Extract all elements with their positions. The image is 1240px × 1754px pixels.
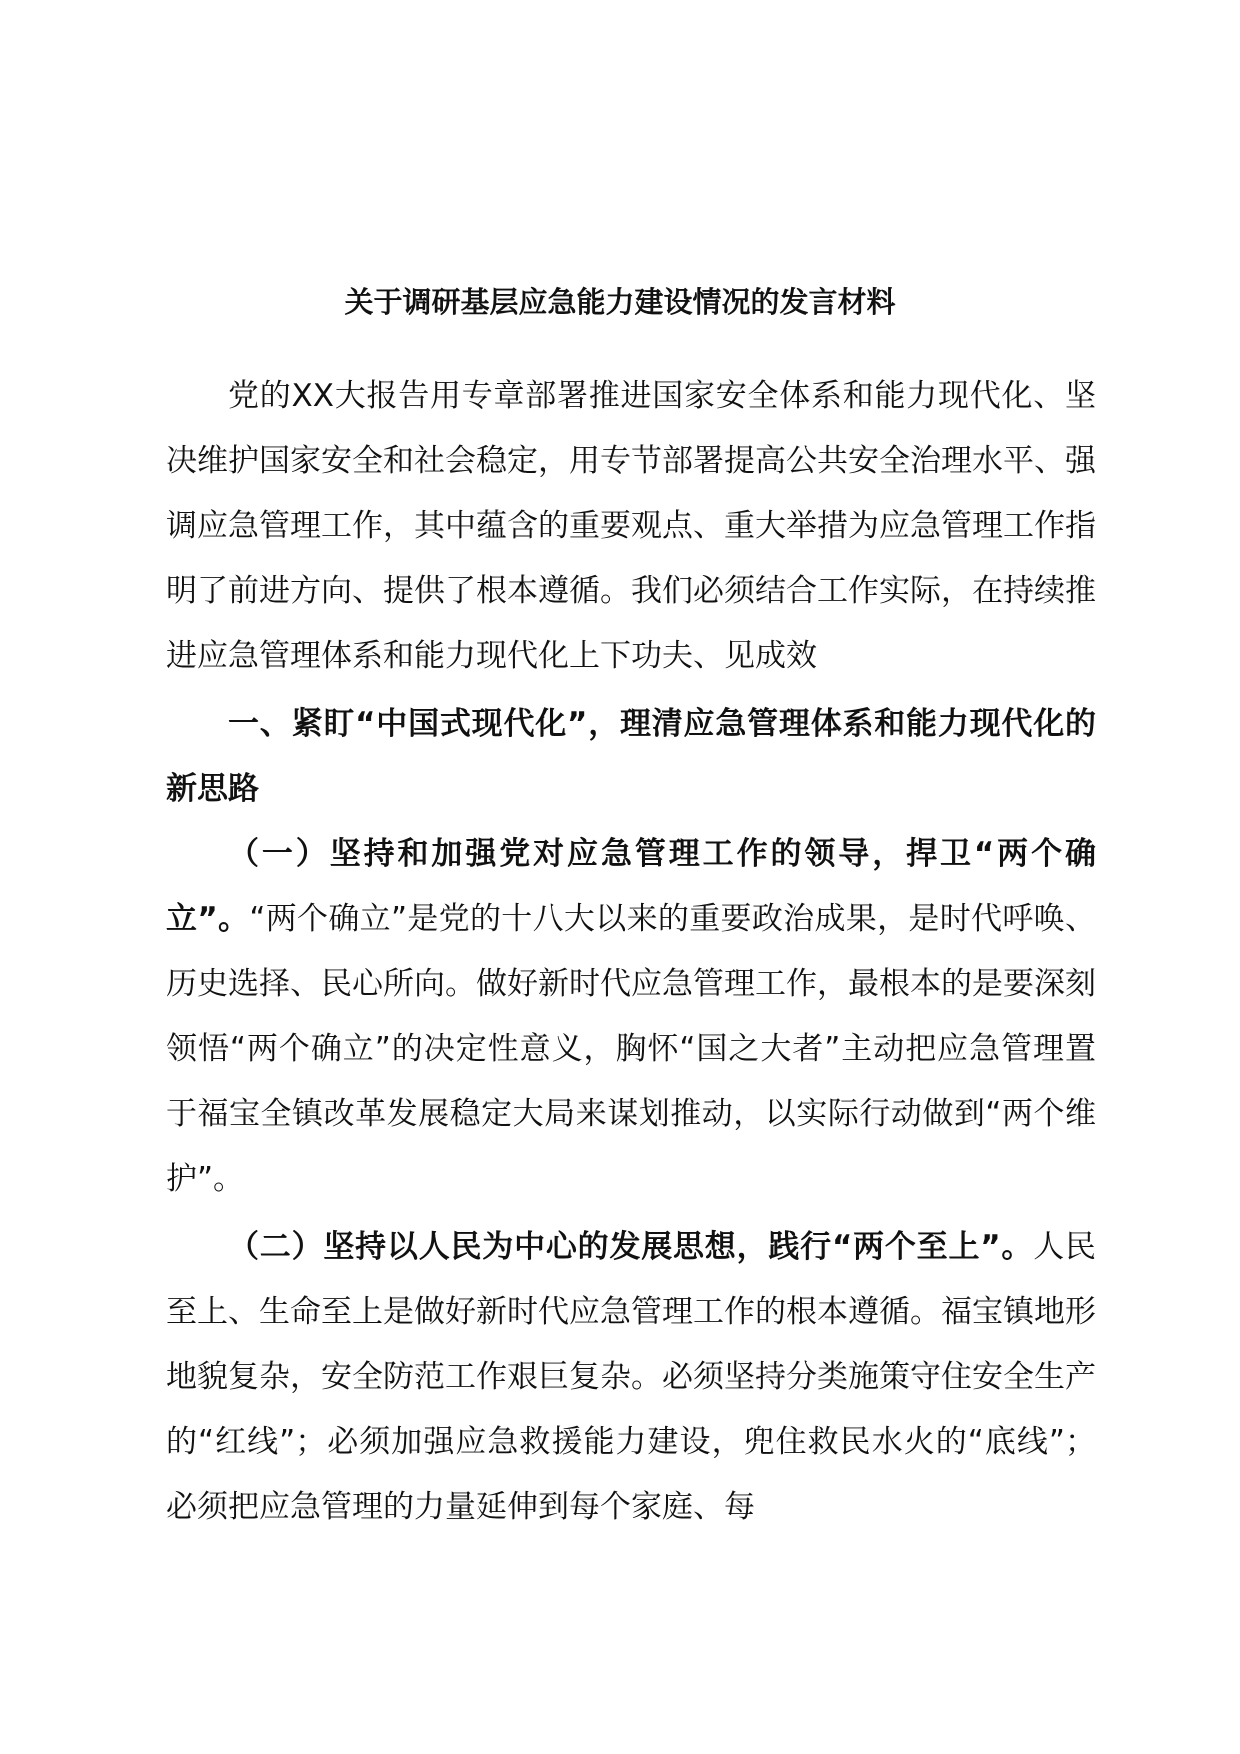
subsection-2-text: 人民至上、生命至上是做好新时代应急管理工作的根本遵循。福宝镇地形地貌复杂，安全防范工作艰巨复杂。必须坚持分类施策守住安全生产的“红线”；必须加强应急救援能力建设，兜住救民水火的“底线”；必须把应急管理的力量延伸到每个家庭、每 bbox=[166, 1229, 1097, 1525]
section-heading-1: 一、紧盯“中国式现代化”，理清应急管理体系和能力现代化的新思路 bbox=[166, 706, 1096, 807]
intro-paragraph: 党的XX大报告用专章部署推进国家安全体系和能力现代化、坚决维护国家安全和社会稳定，用专节部署提高公共安全治理水平、强调应急管理工作，其中蕴含的重要观点、重大举措为应急管理工作指明了前进方向、提供了根本遵循。我们必须结合工作实际，在持续推进应急管理体系和能力现代化上下功夫、见成效 bbox=[166, 378, 1096, 674]
subsection-2-heading: （二）坚持以人民为中心的发展思想，践行“两个至上”。 bbox=[228, 1229, 1034, 1265]
subsection-2-paragraph bbox=[166, 1215, 1096, 1540]
subsection-1-text: “两个确立”是党的十八大以来的重要政治成果，是时代呼唤、历史选择、民心所向。做好新时代应急管理工作，最根本的是要深刻领悟“两个确立”的决定性意义，胸怀“国之大者”主动把应急管理置于福宝全镇改革发展稳定大局来谋划推动，以实际行动做到“两个维护”。 bbox=[166, 901, 1096, 1197]
document-title: 关于调研基层应急能力建设情况的发言材料 bbox=[344, 285, 896, 319]
subsection-1-paragraph bbox=[166, 822, 1096, 1212]
subsection-1-heading: （一）坚持和加强党对应急管理工作的领导，捍卫“两个确立”。 bbox=[166, 836, 1096, 937]
